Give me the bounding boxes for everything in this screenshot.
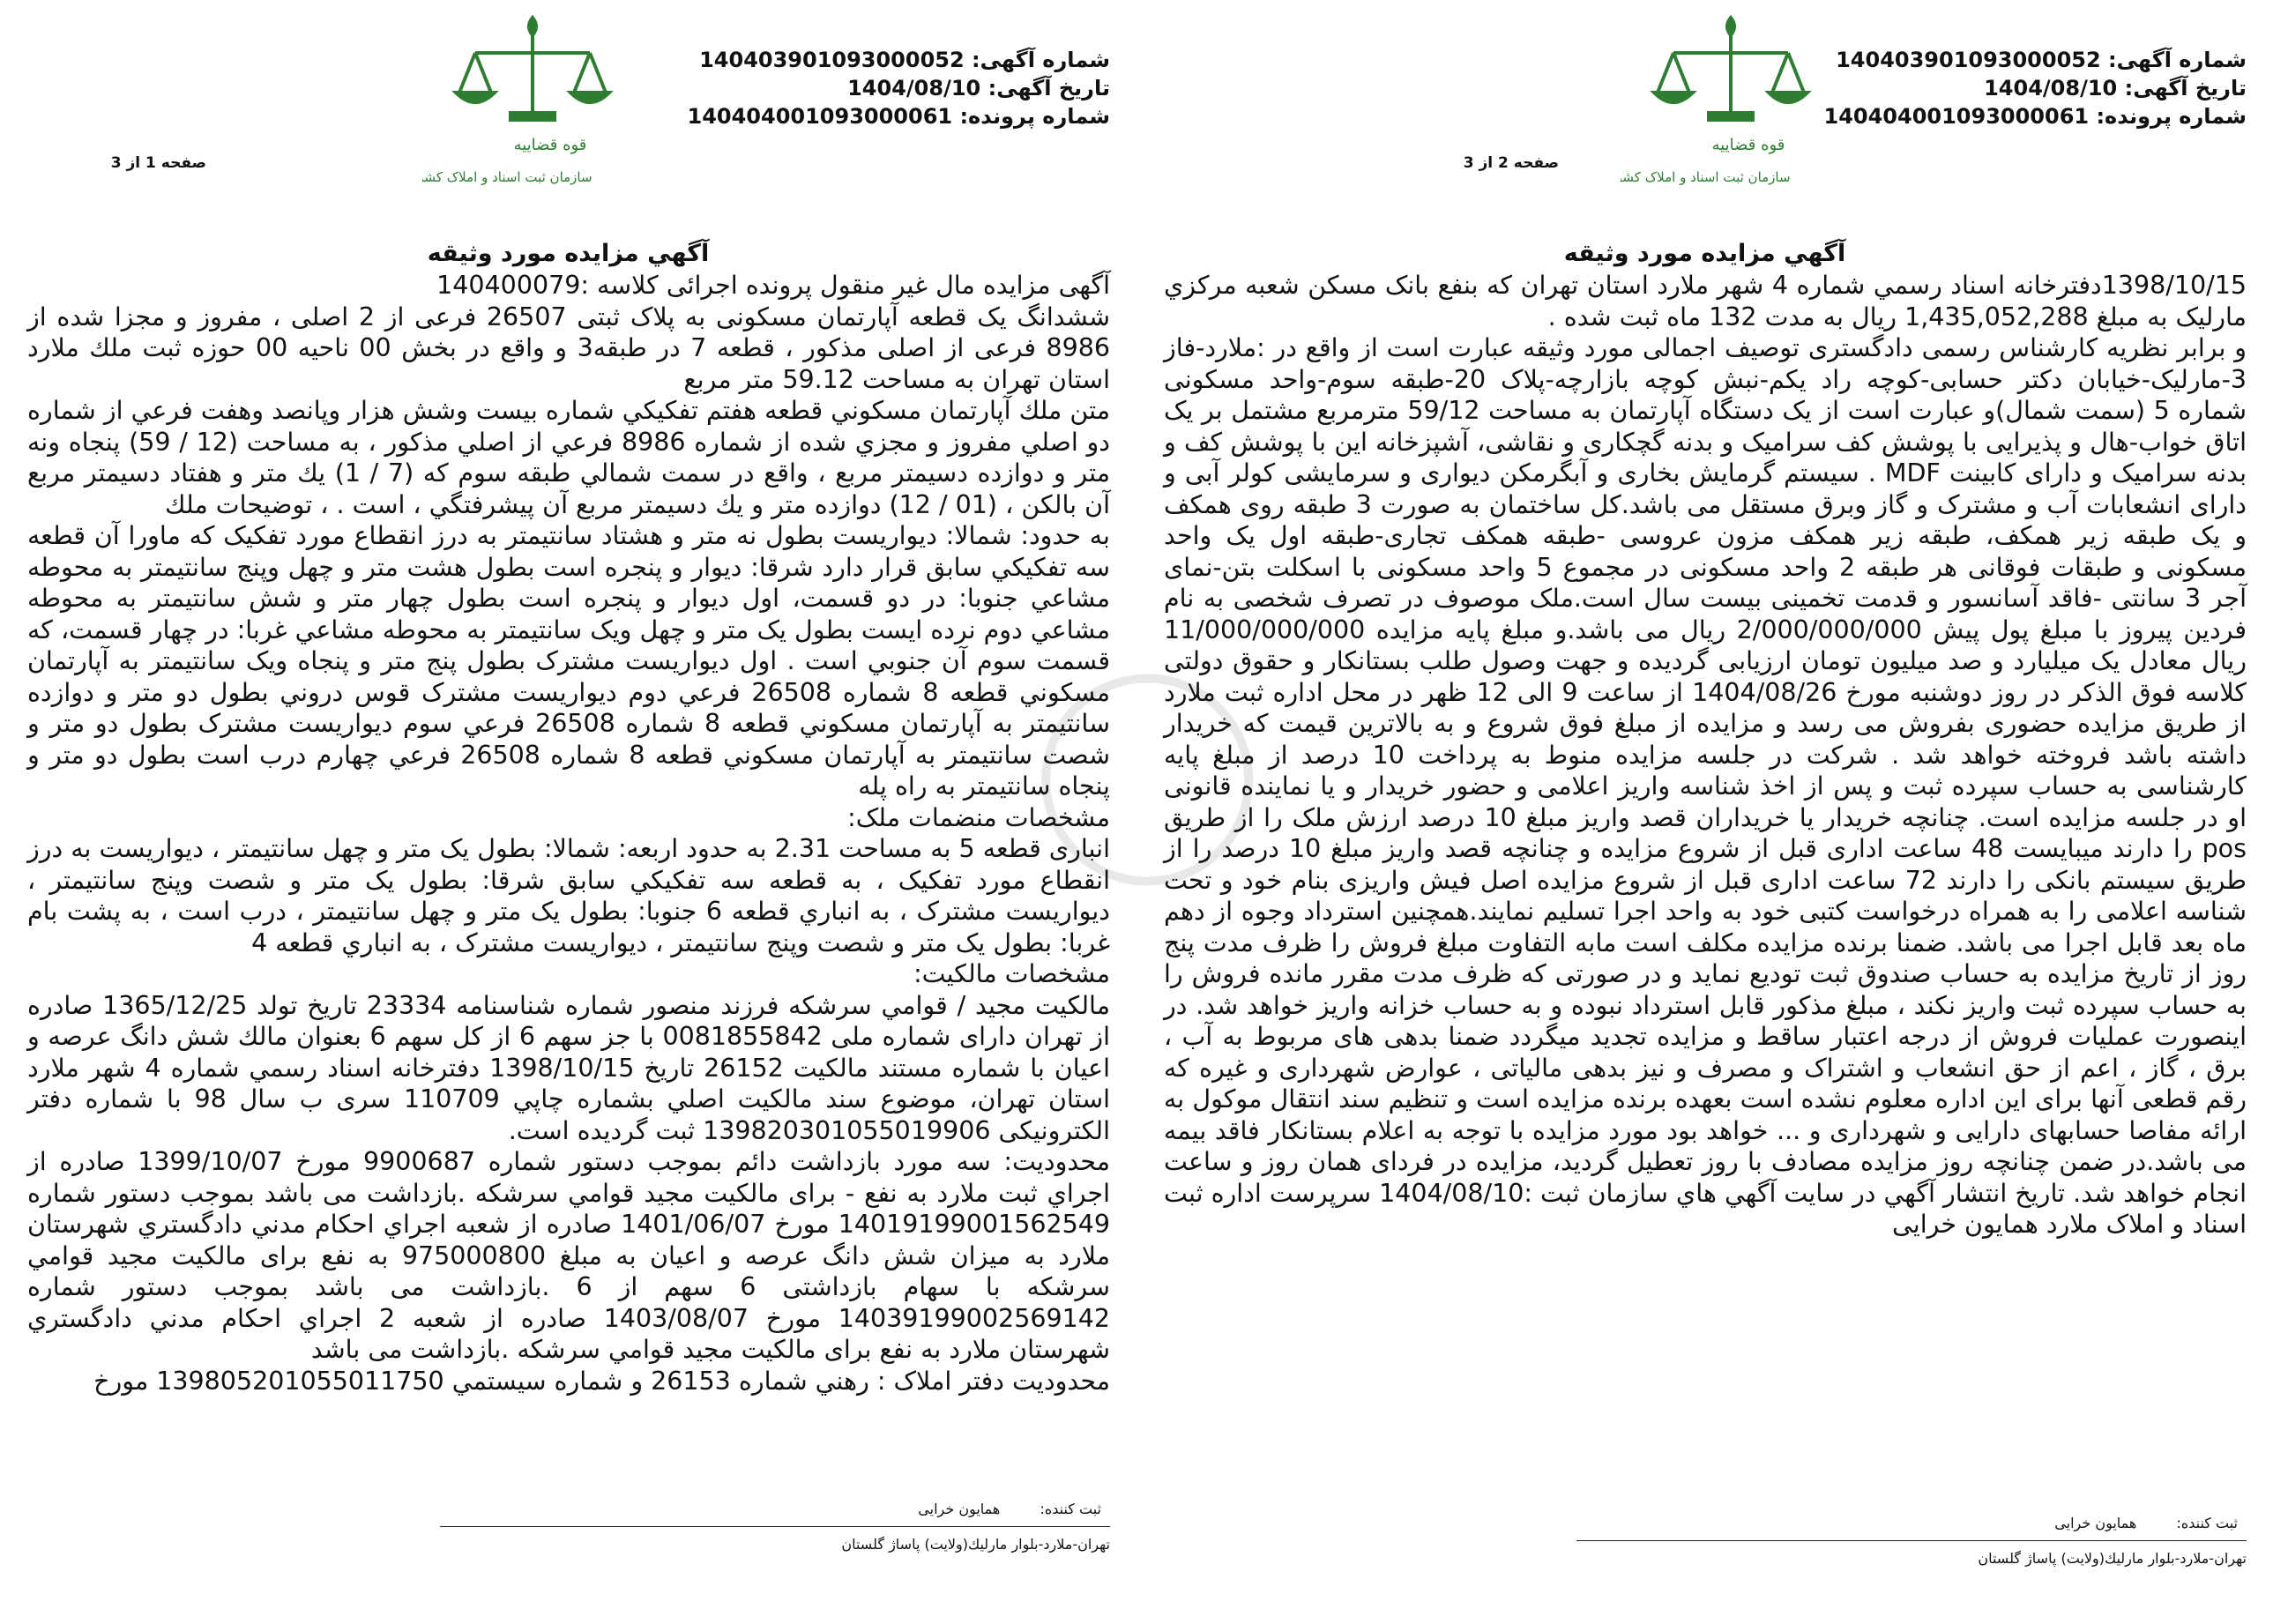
registrar-line [440,1501,1110,1527]
paragraph-registry-restrictions: محدودیت دفتر املاک : رهني شماره 26153 و شماره سيستمي 139805201055011750 مورخ [93,1366,1110,1396]
ad-footer [1576,1515,2247,1567]
emblem-sub-org: سازمان ثبت اسناد و املاک کشور [422,169,592,185]
registrar-label: ثبت کننده: [2176,1515,2238,1531]
ad-title: آگهي مزايده مورد وثيقه [1563,240,1846,267]
page-number: صفحه 2 از 3 [1463,154,1559,172]
paragraph-mortgage-continuation: 1398/10/15دفترخانه اسناد رسمي شماره 4 شهر ملارد استان تهران كه بنفع بانک مسكن شعبه مركزي مارليک به مبلغ 1,435,052,288 ريال به مدت 132 ماه ثبت شده . [1164,271,2247,332]
registrar-name: همايون خرايى [2054,1515,2137,1531]
ad-body [1164,270,2247,1240]
emblem-org-name: قوه قضاییه [513,136,587,154]
ad-footer [440,1501,1110,1553]
judiciary-emblem [1621,9,1841,203]
file-number: شماره پرونده: 140404001093000061 [1823,104,2247,129]
paragraph-appurtenances-heading: مشخصات منضمات ملک: [847,802,1110,832]
ad-body [27,270,1110,1397]
ad-date: تاریخ آگهی: 1404/08/10 [847,76,1110,101]
document-page-1 [0,0,1136,1624]
ad-date: تاریخ آگهی: 1404/08/10 [1984,76,2247,101]
document-page-2 [1136,0,2273,1624]
paragraph-restrictions: محدودیت: سه مورد بازداشت دائم بموجب دستور شماره 9900687 مورخ 1399/10/07 صادره از اجراي ثبت ملارد به نفع - برای مالكيت مجيد قوامي سرشكه .بازداشت مى باشد بموجب دستور شماره 14019199001562549 مورخ 1401/06/07 صادره از شعبه اجراي احكام مدني دادگستري شهرستان ملارد به ميزان شش دانگ عرصه و اعيان به مبلغ 975000800 به نفع برای مالكيت مجيد قوامي سرشكه با سهام بازداشتى 6 سهم از 6 .بازداشت مى باشد بموجب دستور شماره 14039199002569142 مورخ 1403/08/07 صادره از شعبه 2 اجراي احكام مدني دادگستري شهرستان ملارد به نفع برای مالكيت مجيد قوامي سرشكه .بازداشت مى باشد [27,1147,1111,1364]
paragraph-storage-unit: انباری قطعه 5 به مساحت 2.31 به حدود اربعه: شمالا: بطول يک متر و چهل سانتيمتر ، ديواريست به درز انقطاع مورد تفكيک ، به قطعه سه تفكيكي سابق شرقا: بطول يک متر و شصت وپنج سانتيمتر ، ديواريست مشترک ، به انباري قطعه 6 جنوبا: بطول يک متر و چهل سانتيمتر ، درب است ، به پشت بام غربا: بطول يک متر و شصت وپنج سانتيمتر ، ديواريست مشترک ، به انباري قطعه 4 [27,834,1111,957]
paragraph-ownership: مالكيت مجید / قوامي سرشكه فرزند منصور شماره شناسنامه 23334 تاريخ تولد 1365/12/25 صادره از تهران دارای شماره ملی 0081855842 با جز سهم 6 از كل سهم 6 بعنوان مالك شش دانگ عرصه و اعيان با شماره مستند مالكيت 26152 تاريخ 1398/10/15 دفترخانه اسناد رسمي شماره 4 شهر ملارد استان تهران، موضوع سند مالكيت اصلي بشماره چاپي 110709 سری ب سال 98 با شماره دفتر الکترونیکی 139820301055019906 ثبت گرديده است. [27,990,1110,1145]
page-number: صفحه 1 از 3 [110,154,206,172]
paragraph-boundaries: به حدود: شمالا: دیواریست بطول نه متر و هشتاد سانتیمتر به درز انقطاع مورد تفکیک که ماورا آن قطعه سه تفكيكي سابق قرار دارد شرقا: ديوار و پنجره است بطول هشت متر و چهل وپنج سانتيمتر به محوطه مشاعي جنوبا: در دو قسمت، اول ديوار و پنجره است بطول چهار متر و شش سانتيمتر به محوطه مشاعي دوم نرده ايست بطول يک متر و چهل ويک سانتيمتر به محوطه مشاعي غربا: در چهار قسمت، كه قسمت سوم آن جنوبي است . اول ديواريست مشترک بطول پنج متر و پنجاه ويک سانتيمتر به آپارتمان مسكوني قطعه 8 شماره 26508 فرعي دوم ديواريست مشترک قوس دروني بطول دو متر و دوازده سانتيمتر به آپارتمان مسكوني قطعه 8 شماره 26508 فرعي سوم ديواريست مشترک بطول دو متر و شصت سانتيمتر به آپارتمان مسكوني قطعه 8 شماره 26508 فرعي چهارم درب است بطول دو متر و پنجاه سانتيمتر به راه پله [27,521,1111,801]
paragraph-ownership-heading: مشخصات مالکیت: [913,959,1110,988]
paragraph-case-number: آگهی مزایده مال غیر منقول پرونده اجرائی کلاسه :140400079 [436,271,1110,300]
emblem-sub-org: سازمان ثبت اسناد و املاک کشور [1621,169,1791,185]
paragraph-property-summary: ششدانگ یک قطعه آپارتمان مسکونی به پلاک ثبتی 26507 فرعی از 2 اصلی ، مفروز و مجزا شده از 8986 فرعی از اصلی مذکور ، قطعه 7 در طبقه3 و واقع در بخش 00 ناحیه 00 حوزه ثبت ملك ملارد استان تهران به مساحت 59.12 متر مربع [27,302,1110,394]
file-number: شماره پرونده: 140404001093000061 [687,104,1110,129]
registrar-label: ثبت کننده: [1040,1501,1101,1517]
scales-of-justice-icon [1621,9,1841,203]
office-address: تهران-ملارد-بلوار مارليك(ولايت) پاساژ گلستان [1978,1550,2247,1567]
ad-header [687,46,1110,130]
ad-header [1823,46,2247,130]
ad-title: آگهي مزايده مورد وثيقه [427,240,710,267]
ad-number: شماره آگهی: 140403901093000052 [1836,48,2247,72]
scales-of-justice-icon [422,9,643,203]
emblem-org-name: قوه قضاییه [1711,136,1785,154]
registrar-name: همايون خرايى [918,1501,1001,1517]
registrar-line [1576,1515,2247,1541]
office-address: تهران-ملارد-بلوار مارليك(ولايت) پاساژ گلستان [841,1536,1110,1553]
paragraph-property-text: متن ملك آپارتمان مسكوني قطعه هفتم تفكيكي شماره بيست وشش هزار وپانصد وهفت فرعي از شماره دو اصلي مفروز و مجزي شده از شماره 8986 فرعي از اصلي مذكور ، به مساحت (12 / 59) پنجاه ونه متر و دوازده دسيمتر مربع ، واقع در سمت شمالي طبقه سوم كه (7 / 1) يك متر و هفتاد دسيمتر مربع آن بالكن ، (01 / 12) دوازده متر و يك دسيمتر مربع آن پيشرفتگي ، است . ، توضيحات ملك [27,396,1110,519]
paragraph-expert-opinion-and-terms: و برابر نظریه کارشناس رسمی دادگستری توصیف اجمالی مورد وثیقه عبارت است از واقع در :ملارد-فاز 3-مارلیک-خیابان دکتر حسابی-کوچه راد یکم-نبش کوچه بازارچه-پلاک 20-طبقه سوم-واحد مسکونی شماره 5 (سمت شمال)و عبارت است از یک دستگاه آپارتمان به مساحت 59/12 مترمربع مشتمل بر یک اتاق خواب-هال و پذیرایی با پوشش کف سرامیک و بدنه گچکاری و نقاشی، آشپزخانه این با پوشش کف و بدنه سرامیک و دارای کابینت MDF . سیستم گرمایش بخاری و آبگرمکن دیواری و سرمایشی کولر آبی و دارای انشعابات آب و مشترک و گاز وبرق مستقل می باشد.کل ساختمان به صورت 3 طبقه روی همکف و یک طبقه زیر همکف، طبقه زیر همکف مزون عروسی -طبقه همکف تجاری-طبقه اول یک واحد مسکونی و طبقات فوقانی هر طبقه 2 واحد مسکونی در مجموع 5 واحد مسکونی با اسکلت بتن-نمای آجر 3 سانتی -فاقد آسانسور و قدمت تخمینی بیست سال است.ملک موصوف در تصرف شخصی به نام فردین پیروز با مبلغ پول پیش 2/000/000/000 ریال می باشد.و مبلغ پایه مزایده 11/000/000/000 ريال معادل یک میلیارد و صد میلیون تومان ارزیابی گردیده و جهت وصول طلب بستانکار و حقوق دولتی کلاسه فوق الذکر در روز دوشنبه مورخ 1404/08/26 از ساعت 9 الی 12 ظهر در محل اداره ثبت ملارد از طریق مزایده حضوری بفروش می رسد و مزایده از مبلغ فوق شروع و به بالاترین قیمت که خریدار داشته باشد فروخته خواهد شد . شرکت در جلسه مزایده منوط به پرداخت 10 درصد از مبلغ پایه کارشناسی به حساب سپرده ثبت و پس از اخذ شناسه واریز اعلامی و حضور خریدار و یا نماینده قانونی او در جلسه مزایده است. چنانچه خریدار یا خریداران قصد واریز مبلغ 10 درصد ارزش ملک را از طریق pos را دارند میبایست 48 ساعت اداری قبل از شروع مزایده و چنانچه قصد واریز مبلغ 10 درصد را از طریق سیستم بانکی را دارند 72 ساعت اداری قبل از شروع مزایده اصل فیش واریزی بنام خود و تحت شناسه اعلامی را به همراه درخواست کتبی خود به واحد اجرا تسلیم نمایند.همچنین استرداد وجوه از دهم ماه بعد قابل اجرا می باشد. ضمنا برنده مزایده مکلف است مابه التفاوت مبلغ فروش را ظرف مدت پنج روز از تاریخ مزایده به حساب صندوق ثبت تودیع نماید و در صورتی که ظرف مدت مقرر مانده فروش را به حساب سپرده ثبت واریز نکند ، مبلغ مذکور قابل استرداد نبوده و به حساب خزانه واریز خواهد شد. در اینصورت عملیات فروش از درجه اعتبار ساقط و مزایده تجدید میگردد ضمنا بدهی های مربوط به آب ، برق ، گاز ، اعم از حق انشعاب و اشتراک و مصرف و نیز بدهی مالیاتی ، عوارض شهرداری و غیره که رقم قطعی آنها برای این اداره معلوم نشده است بعهده برنده مزایده است و تنظیم سند انتقال موکول به ارائه مفاصا حسابهای دارایی و شهرداری و ... خواهد بود مورد مزایده با توجه به اعلام بستانکار فاقد بیمه می باشد.در ضمن چنانچه روز مزایده مصادف با روز تعطیل گردید، مزایده در فردای همان روز و ساعت انجام خواهد شد. تاریخ انتشار آگهي در سايت آگهي هاي سازمان ثبت :1404/08/10 سرپرست اداره ثبت اسناد و املاک ملارد همایون خرایی [1164,333,2247,1239]
judiciary-emblem [422,9,643,203]
ad-number: شماره آگهی: 140403901093000052 [699,48,1110,72]
